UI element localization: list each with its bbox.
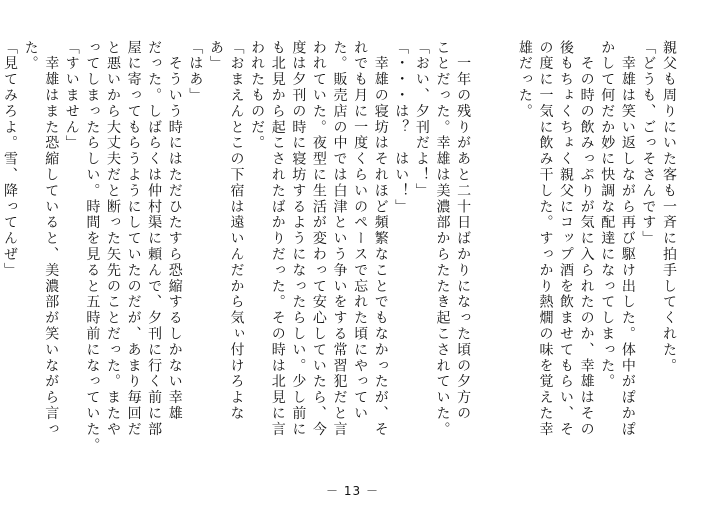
text-line: 一年の残りがあと二十日ばかりになった頃の夕方の (455, 40, 472, 422)
text-line: た。 (22, 40, 39, 72)
text-line: その時の飲みっぷりが気に入られたのか、幸雄はその (578, 40, 595, 438)
text-line: ことだった。幸雄は美濃部からたたき起こされていた。 (434, 40, 451, 438)
text-line: れでも月に一度くらいのペースで忘れた頃にやってい (352, 40, 369, 422)
text-line: 「おまえんとこの下宿は遠いんだから気ぃ付けろよな (228, 40, 245, 422)
text-line: われたものだ。 (249, 40, 266, 152)
text-line: ってしまったらしい。時間を見ると五時前になっていた。 (84, 40, 101, 454)
text-line: と悪いから大丈夫だと断った矢先のことだった。またや (104, 40, 121, 438)
text-line: 「・・・は？ はい！」 (393, 40, 410, 215)
text-line: 屋に寄ってもらうようにしていたのだが、あまり毎回だ (125, 40, 142, 438)
blank-line (473, 40, 494, 480)
text-line: 親父も周りにいた客も一斉に拍手してくれた。 (661, 40, 677, 374)
page-number: － 13 － (326, 484, 379, 498)
text-line: 「見てみろよ。雪、降ってんぜ」 (2, 40, 18, 279)
text-line: の度に一気に飲み干した。すっかり熱燗の味を覚えた幸 (537, 40, 554, 438)
text-line: 幸雄はまた恐縮していると、美濃部が笑いながら言っ (43, 40, 60, 438)
text-line: 後もちょくちょく親父にコップ酒を飲ませてもらい、そ (558, 40, 575, 438)
blank-line (494, 40, 515, 480)
text-line: 「おい、夕刊だよ！」 (413, 40, 430, 199)
text-line: も北見から起こされたばかりだった。その時は北見に言 (269, 40, 286, 438)
vertical-text-body (0, 40, 679, 480)
text-line: 「どうも、ごっそさんです」 (640, 40, 657, 247)
text-line: 雄だった。 (516, 40, 533, 120)
text-line: 「すいません」 (63, 40, 80, 152)
text-line: 度は夕刊の時に寝坊するようになったらしい。少し前に (290, 40, 307, 438)
text-line: かして何だか妙に快調な配達になってしまった。 (599, 40, 616, 390)
text-line: 「はあ」 (187, 40, 204, 104)
text-line: そういう時にはただひたすら恐縮するしかない幸雄 (166, 40, 183, 422)
text-line: われていた。夜型に生活が変わって安心していたら、今 (310, 40, 327, 438)
text-line: あ」 (207, 40, 224, 72)
text-line: 幸雄は笑い返しながら再び駆け出した。体中がぽかぽ (619, 40, 636, 438)
text-line: た。販売店の中では白津という争いをする常習犯だと言 (331, 40, 348, 438)
text-line: だった。しばらくは仲村渠に頼んで、夕刊に行く前に部 (146, 40, 163, 438)
text-line: 幸雄の寝坊はそれほど頻繁なことでもなかったが、そ (372, 40, 389, 438)
